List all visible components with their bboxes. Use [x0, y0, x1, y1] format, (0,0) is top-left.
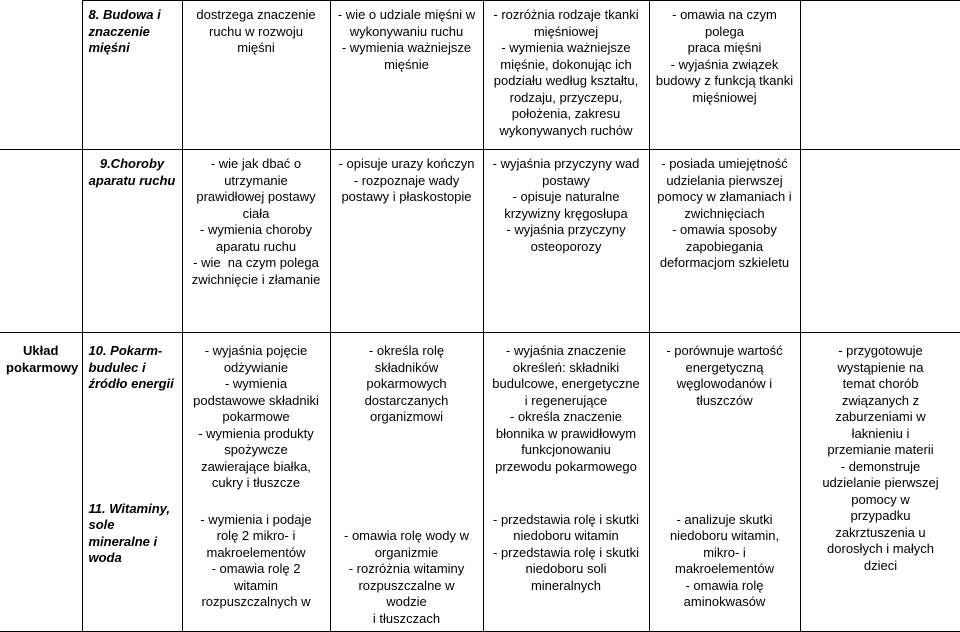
- requirements-cell: [483, 333, 649, 632]
- cell-text-line: udzielanie pierwszej: [822, 475, 939, 490]
- table-row: [0, 1, 960, 150]
- cell-text-line: pokarmowe: [222, 409, 290, 424]
- topic-title: 11. Witaminy, sole mineralne i woda: [88, 500, 174, 565]
- cell-text-line: rozpuszczalnych w: [201, 594, 311, 609]
- requirements-cell: [182, 333, 330, 632]
- cell-text-line: - wyjaśnia znaczenie: [506, 343, 626, 358]
- requirements-cell: [800, 333, 960, 632]
- cell-text-line: zakrztuszenia u: [835, 524, 926, 540]
- cell-text-line: dostarczanych: [364, 392, 449, 408]
- cell-text-line: zwichnięcie i złamanie: [191, 271, 321, 287]
- cell-text-line: błonnika w prawidłowym: [495, 425, 637, 441]
- cell-text-line: niedoboru witamin,: [669, 528, 780, 543]
- cell-text-line: - przygotowuje: [838, 343, 923, 358]
- cell-text-line: - określa znaczenie: [510, 409, 622, 424]
- cell-text-line: określeń: składniki: [512, 359, 620, 375]
- requirements-cell: [649, 333, 800, 632]
- cell-text-line: zaburzeniami w: [835, 409, 926, 424]
- cell-text-line: pomocy w złamaniach i: [657, 189, 792, 204]
- cell-text-line: dorosłych i małych: [827, 541, 934, 556]
- requirements-cell: [800, 1, 960, 150]
- cell-text-line: makroelementów: [675, 561, 774, 576]
- requirements-cell: [800, 150, 960, 333]
- cell-text-line: - wyjaśnia związek: [670, 56, 779, 72]
- cell-text-line: - wymienia: [224, 376, 288, 391]
- cell-text-line: zapobiegania: [685, 238, 764, 254]
- cell-text-line: aminokwasów: [683, 594, 766, 609]
- cell-text-line: osteoporozy: [530, 238, 602, 254]
- cell-text-line: - omawia rolę wody w: [344, 528, 469, 543]
- cell-text-line: pokarmowych: [366, 376, 447, 391]
- cell-text-line: - wymienia i podaje: [200, 511, 312, 527]
- cell-text-line: witamin: [233, 577, 279, 593]
- cell-text-line: odżywianie: [223, 359, 289, 375]
- cell-text-line: krzywizny kręgosłupa: [504, 205, 628, 221]
- cell-text-line: wystąpienie na: [837, 359, 924, 375]
- cell-text-line: organizmie: [374, 544, 439, 560]
- cell-text-line: - rozróżnia witaminy: [348, 561, 465, 576]
- cell-text-line: - wie na czym polega: [193, 255, 319, 270]
- cell-text-line: - analizuje skutki: [676, 511, 773, 527]
- cell-text-line: dostrzega znaczenie: [196, 7, 316, 22]
- cell-text-line: cukry i tłuszcze: [211, 475, 301, 490]
- cell-text-line: łaknieniu i: [851, 425, 910, 441]
- cell-text-line: - demonstruje: [840, 458, 921, 474]
- cell-text-line: funkcjonowaniu: [521, 442, 611, 457]
- cell-text-line: wykonywanych ruchów: [499, 122, 633, 138]
- cell-text-line: zawierające białka,: [201, 458, 311, 474]
- topic-title: 10. Pokarm-budulec i źródło energii: [88, 343, 174, 391]
- cell-text-line: - przedstawia rolę i skutki: [493, 511, 639, 527]
- cell-text-line: niedoboru soli: [525, 561, 607, 576]
- cell-text-line: mięśni: [237, 40, 275, 55]
- topic-cell: [82, 150, 182, 333]
- cell-text-line: - omawia na czym polega: [672, 7, 781, 39]
- cell-text-line: deformacjom szkieletu: [659, 255, 790, 270]
- cell-text-line: udzielania pierwszej: [666, 172, 783, 188]
- cell-text-line: rolę 2 mikro- i: [216, 528, 296, 543]
- cell-text-line: - wyjaśnia pojęcie: [204, 343, 308, 358]
- cell-text-line: - porównuje wartość: [666, 343, 783, 358]
- cell-text-line: mięśniowej: [533, 23, 599, 39]
- cell-text-line: - wymienia ważniejsze: [341, 40, 472, 55]
- table-row: [0, 150, 960, 333]
- cell-text-line: organizmowi: [370, 409, 443, 424]
- cell-text-line: dzieci: [863, 557, 898, 573]
- cell-text-line: - rozpoznaje wady: [353, 172, 460, 188]
- cell-text-line: przewodu pokarmowego: [495, 458, 637, 474]
- topic-title: 9.Choroby aparatu ruchu: [88, 156, 176, 188]
- section-cell: [0, 333, 82, 632]
- cell-text-line: przypadku: [850, 508, 911, 523]
- section-title: Układ pokarmowy: [6, 343, 79, 375]
- cell-text-line: - wymienia choroby: [200, 222, 312, 237]
- cell-text-line: tłuszczów: [696, 392, 753, 408]
- cell-text-line: ciała: [242, 205, 270, 221]
- requirements-cell: [649, 150, 800, 333]
- cell-text-line: podziału według kształtu,: [493, 73, 639, 88]
- cell-text-line: aparatu ruchu: [215, 238, 297, 254]
- cell-text-line: i regenerujące: [524, 392, 608, 408]
- cell-text-line: temat chorób: [842, 376, 919, 391]
- cell-text-line: - przedstawia rolę i skutki: [493, 544, 639, 560]
- requirements-cell: [330, 333, 483, 632]
- cell-text-line: - wyjaśnia przyczyny: [506, 222, 626, 237]
- cell-text-line: rodzaju, przyczepu,: [509, 89, 623, 105]
- cell-text-line: - wyjaśnia przyczyny wad: [492, 156, 640, 171]
- cell-text-line: położenia, zakresu: [511, 106, 621, 121]
- cell-text-line: postawy: [542, 172, 590, 188]
- cell-text-line: - posiada umiejętność: [661, 156, 788, 171]
- requirements-cell: [483, 1, 649, 150]
- topic-cell: [82, 333, 182, 632]
- cell-text-line: ruchu w rozwoju: [209, 23, 303, 39]
- cell-text-line: - omawia rolę 2: [211, 561, 301, 576]
- cell-text-line: postawy i płaskostopie: [341, 189, 472, 204]
- requirements-cell: [483, 150, 649, 333]
- cell-text-line: - omawia sposoby: [672, 222, 777, 237]
- cell-text-line: - wymienia ważniejsze: [501, 40, 631, 55]
- cell-text-line: budowy z funkcją tkanki: [655, 73, 794, 88]
- cell-text-line: makroelementów: [206, 544, 306, 560]
- topic-cell: [82, 1, 182, 150]
- cell-text-line: mięśniowej: [692, 89, 757, 105]
- cell-text-line: praca mięśni: [687, 40, 762, 55]
- requirements-cell: [330, 150, 483, 333]
- cell-text-line: prawidłowej postawy: [196, 189, 316, 204]
- cell-text-line: podstawowe składniki: [193, 392, 319, 408]
- cell-text-line: budulcowe, energetyczne: [492, 376, 640, 391]
- section-cell: [0, 150, 82, 333]
- cell-text-line: wykonywaniu ruchu: [349, 23, 464, 39]
- cell-text-line: - określa rolę składników: [368, 343, 448, 375]
- cell-text-line: - wymienia produkty: [198, 425, 314, 441]
- cell-text-line: - omawia rolę: [685, 577, 764, 593]
- cell-text-line: niedoboru witamin: [513, 528, 619, 543]
- requirements-cell: [649, 1, 800, 150]
- cell-text-line: - wie jak dbać o: [210, 156, 302, 171]
- cell-text-line: mineralnych: [530, 577, 602, 593]
- cell-text-line: związanych z: [841, 392, 920, 408]
- cell-text-line: pomocy w: [851, 491, 910, 507]
- table-row: [0, 333, 960, 632]
- requirements-cell: [330, 1, 483, 150]
- requirements-cell: [182, 1, 330, 150]
- requirements-cell: [182, 150, 330, 333]
- cell-text-line: mikro- i: [703, 544, 746, 560]
- cell-text-line: utrzymanie: [224, 172, 288, 188]
- cell-text-line: - opisuje naturalne: [512, 189, 620, 204]
- cell-text-line: przemianie materii: [827, 442, 934, 457]
- cell-text-line: i tłuszczach: [372, 610, 441, 626]
- cell-text-line: - opisuje urazy kończyn: [338, 156, 475, 171]
- cell-text-line: spożywcze: [224, 442, 288, 457]
- cell-text-line: - rozróżnia rodzaje tkanki: [493, 7, 639, 22]
- cell-text-line: energetyczną: [685, 359, 764, 375]
- cell-text-line: - wie o udziale mięśni w: [337, 7, 476, 22]
- cell-text-line: rozpuszczalne w wodzie: [358, 577, 459, 609]
- cell-text-line: mięśnie, dokonując ich: [500, 56, 632, 72]
- cell-text-line: mięśnie: [384, 56, 429, 72]
- cell-text-line: zwichnięciach: [684, 205, 765, 221]
- topic-title: 8. Budowa i znaczenie mięśni: [88, 7, 161, 55]
- section-cell: [0, 1, 82, 150]
- cell-text-line: węglowodanów i: [676, 376, 773, 391]
